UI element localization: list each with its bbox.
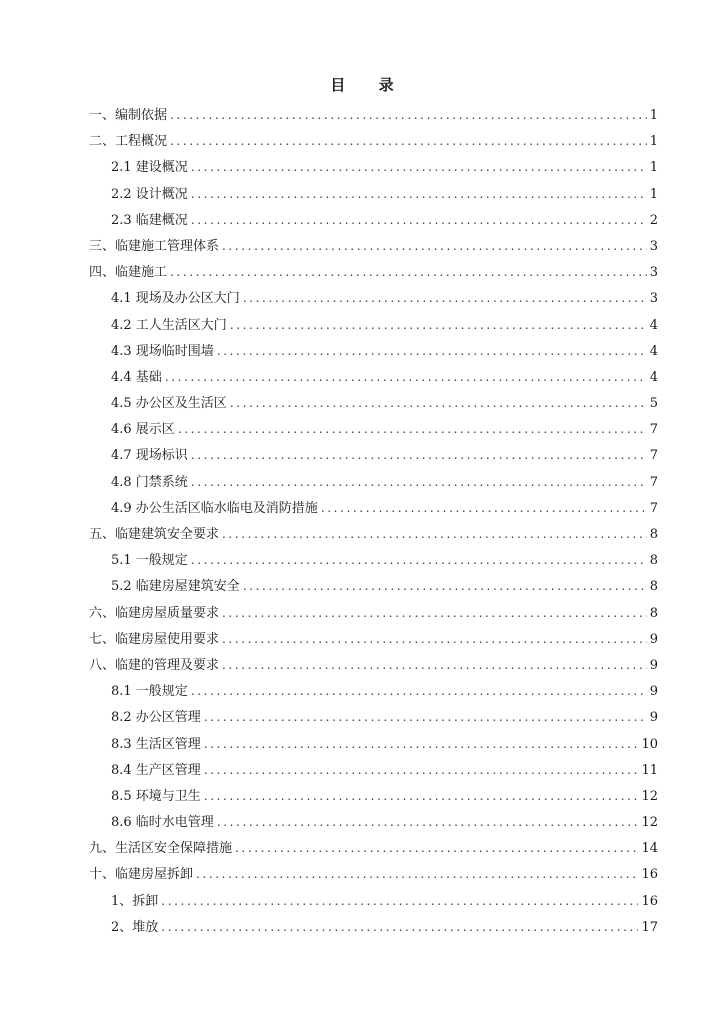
toc-title: 目 录 bbox=[330, 76, 408, 94]
toc-entry[interactable] bbox=[89, 207, 658, 233]
toc-entry-label: 五、临建建筑安全要求 bbox=[89, 527, 220, 542]
toc-entry[interactable] bbox=[89, 364, 658, 390]
toc-entry-page-number: 1 bbox=[649, 186, 658, 202]
toc-entry-label: 八、临建的管理及要求 bbox=[89, 657, 220, 673]
toc-entry[interactable] bbox=[89, 416, 658, 442]
toc-dot-leader bbox=[204, 757, 639, 783]
toc-dot-leader bbox=[243, 573, 647, 599]
toc-dot-leader bbox=[204, 731, 639, 757]
toc-entry[interactable] bbox=[89, 469, 658, 495]
toc-entry[interactable] bbox=[89, 181, 658, 207]
toc-entry-page-number: 7 bbox=[649, 448, 658, 464]
toc-entry[interactable] bbox=[89, 757, 658, 783]
toc-entry-page-number: 4 bbox=[649, 343, 658, 359]
toc-entry-label: 5.2 临建房屋建筑安全 bbox=[111, 579, 240, 595]
toc-dot-leader bbox=[170, 102, 647, 128]
toc-entry-page-number: 3 bbox=[649, 265, 658, 281]
toc-dot-leader bbox=[243, 285, 647, 311]
toc-dot-leader bbox=[217, 338, 647, 364]
toc-entry-label: 4.3 现场临时围墙 bbox=[111, 343, 214, 359]
toc-entry-label: 5.1 一般规定 bbox=[111, 553, 188, 569]
toc-entry-page-number: 9 bbox=[649, 684, 658, 700]
toc-entry-label: 8.4 生产区管理 bbox=[111, 762, 201, 778]
toc-entry[interactable] bbox=[89, 731, 658, 757]
toc-entry-page-number: 5 bbox=[649, 396, 658, 412]
toc-dot-leader bbox=[178, 416, 647, 442]
toc-dot-leader bbox=[191, 154, 647, 180]
toc-dot-leader bbox=[191, 547, 647, 573]
toc-dot-leader bbox=[191, 678, 647, 704]
toc-dot-leader bbox=[170, 128, 647, 154]
toc-entry-label: 8.6 临时水电管理 bbox=[111, 815, 214, 831]
toc-entry[interactable] bbox=[89, 259, 658, 285]
toc-entry-page-number: 11 bbox=[641, 762, 658, 778]
toc-entry[interactable] bbox=[89, 626, 658, 652]
toc-dot-leader bbox=[230, 312, 647, 338]
toc-entry-label: 4.1 现场及办公区大门 bbox=[111, 291, 240, 307]
toc-entry-label: 2.3 临建概况 bbox=[111, 212, 188, 228]
toc-entry[interactable] bbox=[89, 573, 658, 599]
toc-entry-label: 2.1 建设概况 bbox=[111, 160, 188, 176]
toc-dot-leader bbox=[321, 495, 647, 521]
toc-entry-page-number: 3 bbox=[649, 291, 658, 307]
toc-entry-label: 四、临建施工 bbox=[89, 265, 168, 281]
toc-entry-page-number: 3 bbox=[649, 238, 658, 254]
toc-entry-label: 六、临建房屋质量要求 bbox=[89, 605, 220, 621]
toc-entry-label: 三、临建施工管理体系 bbox=[89, 238, 220, 254]
toc-entry[interactable] bbox=[89, 600, 658, 626]
toc-entry-page-number: 8 bbox=[649, 605, 658, 621]
toc-entry[interactable] bbox=[89, 888, 658, 914]
toc-entry-page-number: 9 bbox=[649, 710, 658, 726]
toc-entry-label: 8.2 办公区管理 bbox=[111, 710, 201, 726]
toc-dot-leader bbox=[217, 809, 639, 835]
toc-entry-page-number: 4 bbox=[649, 369, 658, 385]
toc-entry-page-number: 1 bbox=[649, 108, 658, 123]
toc-entry-label: 1、拆卸 bbox=[111, 893, 159, 909]
toc-dot-leader bbox=[165, 364, 647, 390]
toc-dot-leader bbox=[204, 704, 647, 730]
toc-entry-page-number: 17 bbox=[641, 919, 658, 935]
toc-dot-leader bbox=[222, 600, 647, 626]
toc-entry[interactable] bbox=[89, 835, 658, 861]
toc-entry[interactable] bbox=[89, 521, 658, 547]
toc-list bbox=[89, 102, 658, 940]
toc-dot-leader bbox=[161, 914, 638, 940]
toc-entry[interactable] bbox=[89, 678, 658, 704]
toc-dot-leader bbox=[222, 652, 647, 678]
toc-entry-label: 十、临建房屋拆卸 bbox=[89, 867, 194, 883]
toc-entry-page-number: 16 bbox=[641, 893, 658, 909]
toc-entry-page-number: 12 bbox=[641, 815, 658, 831]
toc-entry-label: 九、生活区安全保障措施 bbox=[89, 841, 233, 857]
toc-entry[interactable] bbox=[89, 312, 658, 338]
toc-entry-label: 2、堆放 bbox=[111, 919, 159, 935]
toc-entry-page-number: 8 bbox=[649, 553, 658, 569]
toc-entry-page-number: 16 bbox=[641, 867, 658, 883]
toc-entry-label: 一、编制依据 bbox=[89, 108, 168, 123]
toc-entry-label: 4.9 办公生活区临水临电及消防措施 bbox=[111, 500, 318, 516]
toc-entry-label: 8.5 环境与卫生 bbox=[111, 788, 201, 804]
toc-entry-page-number: 7 bbox=[649, 422, 658, 438]
toc-dot-leader bbox=[196, 861, 638, 887]
toc-dot-leader bbox=[191, 442, 647, 468]
toc-entry[interactable] bbox=[89, 154, 658, 180]
toc-entry-label: 二、工程概况 bbox=[89, 134, 168, 150]
toc-entry-label: 8.3 生活区管理 bbox=[111, 736, 201, 752]
toc-dot-leader bbox=[235, 835, 638, 861]
toc-entry-label: 七、临建房屋使用要求 bbox=[89, 631, 220, 647]
toc-entry-label: 4.7 现场标识 bbox=[111, 448, 188, 464]
toc-entry[interactable] bbox=[89, 233, 658, 259]
toc-entry[interactable] bbox=[89, 338, 658, 364]
toc-entry[interactable] bbox=[89, 285, 658, 311]
toc-entry-page-number: 8 bbox=[649, 579, 658, 595]
toc-entry[interactable] bbox=[89, 861, 658, 887]
toc-entry-label: 4.6 展示区 bbox=[111, 422, 175, 438]
toc-entry-page-number: 8 bbox=[649, 527, 658, 542]
toc-entry-label: 4.5 办公区及生活区 bbox=[111, 396, 227, 412]
toc-entry-page-number: 9 bbox=[649, 657, 658, 673]
toc-entry-label: 4.8 门禁系统 bbox=[111, 474, 188, 490]
toc-entry-label: 4.4 基础 bbox=[111, 369, 162, 385]
toc-entry[interactable] bbox=[89, 783, 658, 809]
toc-dot-leader bbox=[222, 521, 647, 547]
toc-dot-leader bbox=[191, 181, 647, 207]
toc-entry-page-number: 9 bbox=[649, 631, 658, 647]
toc-entry-page-number: 7 bbox=[649, 474, 658, 490]
toc-entry[interactable] bbox=[89, 652, 658, 678]
toc-entry-page-number: 2 bbox=[649, 212, 658, 228]
toc-dot-leader bbox=[222, 233, 647, 259]
toc-entry[interactable] bbox=[89, 495, 658, 521]
toc-entry[interactable] bbox=[89, 809, 658, 835]
toc-entry[interactable] bbox=[89, 102, 658, 128]
toc-entry[interactable] bbox=[89, 128, 658, 154]
toc-entry[interactable] bbox=[89, 914, 658, 940]
toc-dot-leader bbox=[191, 207, 647, 233]
toc-entry-label: 2.2 设计概况 bbox=[111, 186, 188, 202]
toc-entry[interactable] bbox=[89, 442, 658, 468]
toc-entry-label: 8.1 一般规定 bbox=[111, 684, 188, 700]
toc-entry-page-number: 1 bbox=[649, 134, 658, 150]
toc-dot-leader bbox=[170, 259, 647, 285]
toc-entry-page-number: 4 bbox=[649, 317, 658, 333]
toc-dot-leader bbox=[191, 469, 647, 495]
toc-entry-page-number: 10 bbox=[641, 736, 658, 752]
toc-entry-page-number: 12 bbox=[641, 788, 658, 804]
toc-entry-label: 4.2 工人生活区大门 bbox=[111, 317, 227, 333]
toc-dot-leader bbox=[230, 390, 647, 416]
toc-dot-leader bbox=[161, 888, 638, 914]
toc-entry-page-number: 1 bbox=[649, 160, 658, 176]
toc-dot-leader bbox=[222, 626, 647, 652]
toc-entry[interactable] bbox=[89, 704, 658, 730]
toc-entry[interactable] bbox=[89, 547, 658, 573]
toc-entry-page-number: 7 bbox=[649, 500, 658, 516]
toc-entry-page-number: 14 bbox=[641, 841, 658, 857]
toc-dot-leader bbox=[204, 783, 639, 809]
toc-entry[interactable] bbox=[89, 390, 658, 416]
